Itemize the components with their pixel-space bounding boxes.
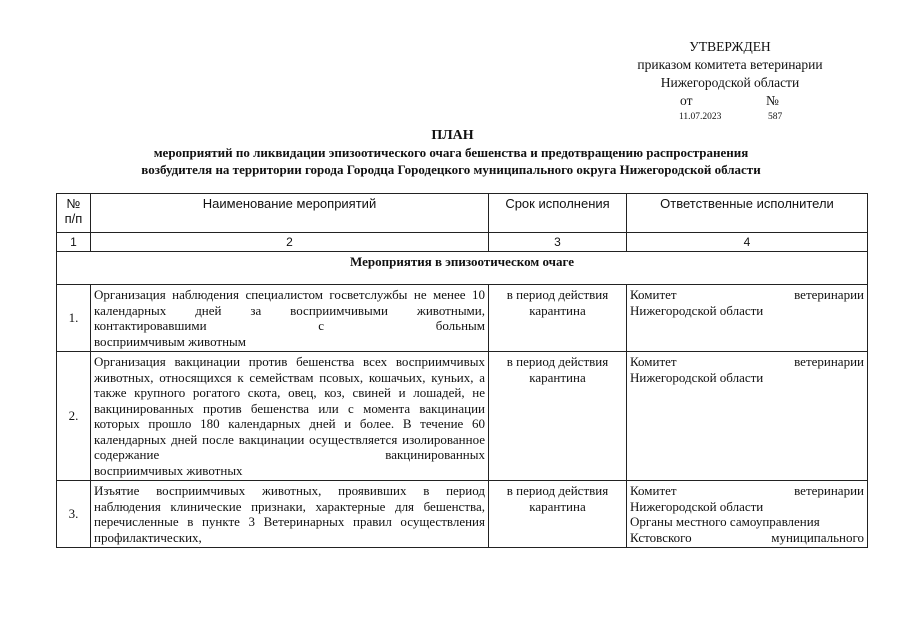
- row-description-text: Изъятие восприимчивых животных, проявивших в период наблюдения клинические признаки, характерные для бешенства, перечисленные в пункте 3 Ветеринарных правил осуществления профилактических,: [94, 483, 485, 545]
- approval-line-2: Нижегородской области: [660, 75, 800, 90]
- index-cell-4: 4: [627, 233, 868, 252]
- row-responsible-line-2: Нижегородской области: [630, 302, 764, 318]
- plan-subtitle-line-2: возбудителя на территории города Городца Городецкого муниципального округа Нижегородской области: [141, 162, 761, 177]
- header-number-line-2: п/п: [64, 211, 83, 226]
- approval-date: 11.07.2023: [679, 112, 722, 122]
- row-responsible: [627, 481, 868, 548]
- approval-values: [560, 112, 900, 126]
- header-activity: Наименование мероприятий: [91, 194, 489, 233]
- approval-number: 587: [768, 112, 783, 122]
- header-responsible: Ответственные исполнители: [627, 194, 868, 233]
- row-number: 2.: [57, 352, 91, 481]
- row-term: в период действия карантина: [489, 352, 627, 481]
- approval-from-row: [560, 92, 900, 110]
- approval-number-label: №: [766, 93, 779, 108]
- index-cell-3: 3: [489, 233, 627, 252]
- index-cell-2: 2: [91, 233, 489, 252]
- row-responsible-line-1: Комитет ветеринарии: [630, 483, 864, 498]
- row-term: в период действия карантина: [489, 285, 627, 352]
- row-term: в период действия карантина: [489, 481, 627, 548]
- row-description-last-line: восприимчивым животным: [94, 333, 247, 349]
- approval-title: УТВЕРЖДЕН: [689, 39, 771, 54]
- section-title: Мероприятия в эпизоотическом очаге: [57, 252, 868, 285]
- row-responsible: [627, 285, 868, 352]
- plan-subtitle: [40, 144, 862, 178]
- header-term: Срок исполнения: [489, 194, 627, 233]
- row-responsible-line-2: Нижегородской области: [630, 498, 764, 514]
- row-responsible: [627, 352, 868, 481]
- row-description-text: Организация наблюдения специалистом госветслужбы не менее 10 календарных дней за восприимчивыми животными, контактировавшими с больным: [94, 287, 485, 333]
- row-number: 1.: [57, 285, 91, 352]
- table-index-row: [57, 233, 868, 252]
- row-number: 3.: [57, 481, 91, 548]
- approval-from-label: от: [680, 93, 693, 108]
- row-description: [91, 481, 489, 548]
- table-row: [57, 481, 868, 548]
- row-description: [91, 285, 489, 352]
- row-responsible-line-4: Кстовского муниципального: [630, 529, 864, 545]
- row-responsible-line-2: Нижегородской области: [630, 369, 764, 385]
- plan-table: [56, 193, 868, 548]
- plan-title: ПЛАН: [431, 128, 474, 143]
- approval-line-1: приказом комитета ветеринарии: [637, 57, 823, 72]
- row-responsible-line-3: Органы местного самоуправления: [630, 514, 820, 529]
- row-description-last-line: восприимчивых животных: [94, 462, 243, 478]
- approval-block: [560, 38, 900, 110]
- table-row: [57, 352, 868, 481]
- row-description-text: Организация вакцинации против бешенства всех восприимчивых животных, относящихся к семействам псовых, кошачьих, куньих, а также крупного рогатого скота, овец, коз, свиней и лошадей, не вакцинированных против бешенства или с момента вакцинации которых прошло 180 календарных дней и более. В течение 60 календарных дней после вакцинации осуществляется изолированное содержание вакцинированных: [94, 354, 485, 462]
- section-row: [57, 252, 868, 285]
- header-number-line-1: №: [66, 196, 81, 211]
- row-description: [91, 352, 489, 481]
- row-responsible-line-1: Комитет ветеринарии: [630, 354, 864, 369]
- header-number: [57, 194, 91, 233]
- table-row: [57, 285, 868, 352]
- table-header-row: [57, 194, 868, 233]
- row-responsible-line-1: Комитет ветеринарии: [630, 287, 864, 302]
- plan-subtitle-line-1: мероприятий по ликвидации эпизоотического очага бешенства и предотвращению распространения: [153, 145, 749, 160]
- index-cell-1: 1: [57, 233, 91, 252]
